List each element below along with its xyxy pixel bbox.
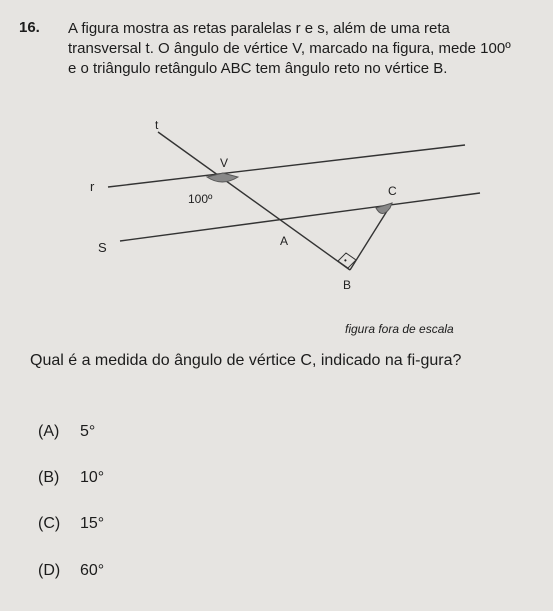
option-d[interactable] — [38, 562, 104, 580]
option-value: 60° — [80, 562, 105, 579]
option-letter: (A) — [38, 423, 60, 440]
option-b[interactable] — [38, 469, 104, 487]
label-r: r — [90, 179, 95, 194]
option-value: 5° — [80, 423, 96, 440]
option-a[interactable] — [38, 423, 95, 441]
label-a: A — [280, 234, 289, 248]
question-prompt: Qual é a medida do ângulo de vértice C, indicado na fi-gura? — [30, 352, 462, 369]
option-letter: (B) — [38, 469, 60, 486]
question-number: 16. — [19, 19, 40, 36]
right-angle-dot: • — [344, 256, 347, 265]
option-letter: (D) — [38, 562, 61, 579]
geometry-figure — [60, 115, 490, 305]
figure-caption: figura fora de escala — [345, 322, 454, 336]
label-t: t — [155, 118, 159, 132]
angle-c-mark — [376, 203, 392, 214]
label-c: C — [388, 184, 397, 198]
option-letter: (C) — [38, 515, 61, 532]
option-value: 10° — [80, 469, 105, 486]
label-angle-100: 100º — [188, 192, 213, 206]
line-t — [158, 132, 350, 270]
label-b: B — [343, 278, 352, 292]
option-value: 15° — [80, 515, 105, 532]
question-statement: A figura mostra as retas paralelas r e s, além de uma reta transversal t. O ângulo de vértice V, marcado na figura, mede 100º e o triângulo retângulo ABC tem ângulo reto no vértice B. — [68, 20, 511, 77]
label-s: S — [98, 240, 107, 255]
line-r — [108, 145, 465, 187]
option-c[interactable] — [38, 515, 104, 533]
label-v: V — [220, 156, 229, 170]
